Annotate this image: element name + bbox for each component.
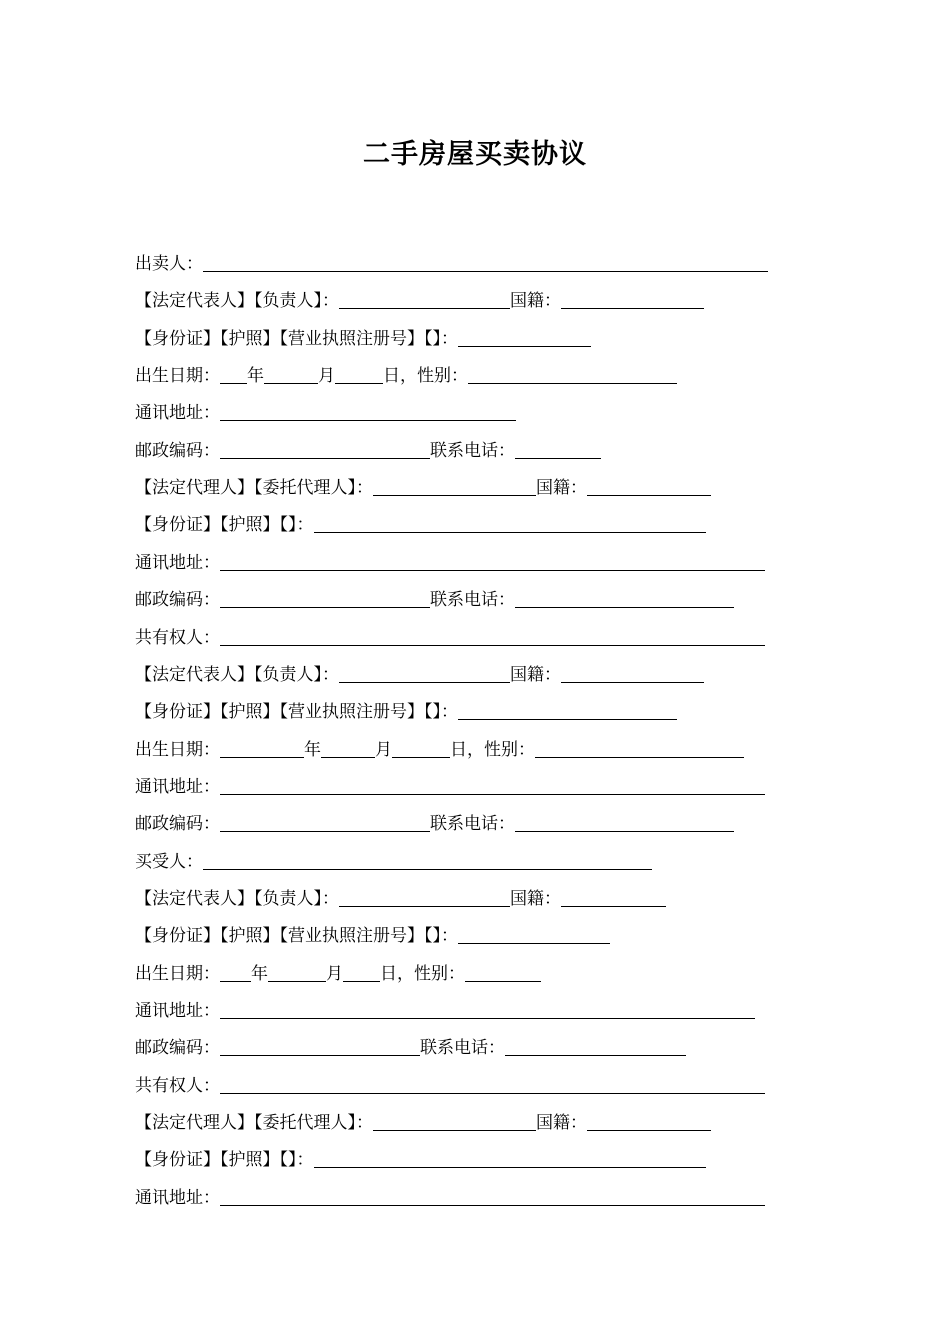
field-label: 通讯地址： bbox=[135, 552, 220, 573]
fill-in-blank[interactable] bbox=[587, 1108, 711, 1131]
form-line bbox=[135, 772, 765, 802]
fill-in-blank[interactable] bbox=[465, 959, 541, 982]
fill-in-blank[interactable] bbox=[587, 473, 711, 496]
field-label: 联系电话： bbox=[420, 1038, 505, 1059]
form-line bbox=[135, 1108, 711, 1138]
fill-in-blank[interactable] bbox=[343, 959, 380, 982]
field-label: 出卖人： bbox=[135, 254, 203, 274]
form-line bbox=[135, 548, 765, 578]
fill-in-blank[interactable] bbox=[203, 249, 768, 272]
document-title: 二手房屋买卖协议 bbox=[363, 139, 587, 170]
form-line bbox=[135, 921, 610, 951]
field-label: 国籍： bbox=[510, 291, 561, 312]
field-label: 邮政编码： bbox=[135, 1038, 220, 1059]
fill-in-blank[interactable] bbox=[458, 324, 591, 347]
field-label: 邮政编码： bbox=[135, 440, 220, 461]
form-line bbox=[135, 1071, 765, 1101]
fill-in-blank[interactable] bbox=[339, 660, 510, 683]
field-label: 国籍： bbox=[536, 478, 587, 499]
fill-in-blank[interactable] bbox=[203, 847, 652, 870]
fill-in-blank[interactable] bbox=[220, 959, 251, 982]
fill-in-blank[interactable] bbox=[220, 436, 430, 459]
fill-in-blank[interactable] bbox=[339, 286, 510, 309]
fill-in-blank[interactable] bbox=[373, 473, 536, 496]
fill-in-blank[interactable] bbox=[468, 361, 677, 384]
field-label: 出生日期： bbox=[135, 739, 220, 760]
fill-in-blank[interactable] bbox=[515, 809, 734, 832]
field-label: 通讯地址： bbox=[135, 776, 220, 797]
form-line bbox=[135, 398, 516, 428]
field-label: 年 bbox=[247, 366, 264, 387]
form-line bbox=[135, 510, 706, 540]
form-line bbox=[135, 623, 765, 653]
field-label: 联系电话： bbox=[430, 590, 515, 611]
fill-in-blank[interactable] bbox=[392, 735, 450, 758]
field-label: 国籍： bbox=[510, 664, 561, 685]
form-line bbox=[135, 1033, 686, 1063]
fill-in-blank[interactable] bbox=[515, 436, 601, 459]
form-line bbox=[135, 660, 704, 690]
field-label: 【法定代理人】【委托代理人】： bbox=[135, 1113, 373, 1134]
field-label: 日，性别： bbox=[450, 739, 535, 760]
field-label: 通讯地址： bbox=[135, 1001, 220, 1021]
fill-in-blank[interactable] bbox=[561, 286, 704, 309]
fill-in-blank[interactable] bbox=[505, 1033, 686, 1056]
form-line bbox=[135, 436, 601, 466]
form-line bbox=[135, 324, 591, 354]
form-line bbox=[135, 809, 734, 839]
form-line bbox=[135, 1183, 765, 1213]
field-label: 联系电话： bbox=[430, 814, 515, 835]
fill-in-blank[interactable] bbox=[220, 735, 304, 758]
field-label: 共有权人： bbox=[135, 1075, 220, 1096]
fill-in-blank[interactable] bbox=[220, 772, 765, 795]
fill-in-blank[interactable] bbox=[458, 921, 610, 944]
fill-in-blank[interactable] bbox=[220, 548, 765, 571]
field-label: 邮政编码： bbox=[135, 814, 220, 835]
field-label: 【法定代表人】【负责人】： bbox=[135, 291, 339, 312]
field-label: 通讯地址： bbox=[135, 1187, 220, 1208]
fill-in-blank[interactable] bbox=[314, 510, 706, 533]
fill-in-blank[interactable] bbox=[535, 735, 744, 758]
field-label: 共有权人： bbox=[135, 627, 220, 648]
fill-in-blank[interactable] bbox=[561, 884, 666, 907]
field-label: 出生日期： bbox=[135, 963, 220, 984]
form-line bbox=[135, 996, 755, 1026]
field-label: 月 bbox=[375, 739, 392, 760]
field-label: 年 bbox=[304, 739, 321, 760]
field-label: 月 bbox=[326, 963, 343, 984]
field-label: 【身份证】【护照】【】： bbox=[135, 515, 314, 536]
form-line bbox=[135, 847, 652, 877]
form-line bbox=[135, 735, 744, 765]
form-line bbox=[135, 361, 677, 391]
form-line bbox=[135, 884, 666, 914]
field-label: 国籍： bbox=[536, 1113, 587, 1134]
fill-in-blank[interactable] bbox=[220, 585, 430, 608]
fill-in-blank[interactable] bbox=[220, 1183, 765, 1206]
field-label: 月 bbox=[318, 366, 335, 387]
form-line bbox=[135, 959, 541, 989]
fill-in-blank[interactable] bbox=[220, 996, 755, 1019]
fill-in-blank[interactable] bbox=[335, 361, 383, 384]
field-label: 邮政编码： bbox=[135, 590, 220, 611]
field-label: 出生日期： bbox=[135, 366, 220, 387]
field-label: 【法定代理人】【委托代理人】： bbox=[135, 478, 373, 499]
field-label: 年 bbox=[251, 963, 268, 984]
field-label: 【身份证】【护照】【营业执照注册号】【】： bbox=[135, 702, 458, 723]
fill-in-blank[interactable] bbox=[314, 1145, 706, 1168]
field-label: 通讯地址： bbox=[135, 403, 220, 424]
fill-in-blank[interactable] bbox=[220, 809, 430, 832]
fill-in-blank[interactable] bbox=[220, 1071, 765, 1094]
form-line bbox=[135, 585, 734, 615]
form-line bbox=[135, 286, 704, 316]
fill-in-blank[interactable] bbox=[339, 884, 510, 907]
fill-in-blank[interactable] bbox=[264, 361, 318, 384]
form-line bbox=[135, 473, 711, 503]
fill-in-blank[interactable] bbox=[561, 660, 704, 683]
field-label: 【身份证】【护照】【营业执照注册号】【】： bbox=[135, 328, 458, 349]
field-label: 联系电话： bbox=[430, 440, 515, 461]
fill-in-blank[interactable] bbox=[220, 361, 247, 384]
form-line bbox=[135, 697, 677, 727]
fill-in-blank[interactable] bbox=[515, 585, 734, 608]
form-line bbox=[135, 249, 768, 279]
field-label: 【身份证】【护照】【营业执照注册号】【】： bbox=[135, 926, 458, 947]
fill-in-blank[interactable] bbox=[321, 735, 375, 758]
fill-in-blank[interactable] bbox=[220, 623, 765, 646]
form-line bbox=[135, 1145, 706, 1175]
field-label: 买受人： bbox=[135, 851, 203, 872]
field-label: 国籍： bbox=[510, 888, 561, 909]
field-label: 日，性别： bbox=[383, 366, 468, 387]
fill-in-blank[interactable] bbox=[458, 697, 677, 720]
fill-in-blank[interactable] bbox=[268, 959, 326, 982]
field-label: 日，性别： bbox=[380, 963, 465, 984]
fill-in-blank[interactable] bbox=[373, 1108, 536, 1131]
fill-in-blank[interactable] bbox=[220, 398, 516, 421]
fill-in-blank[interactable] bbox=[220, 1033, 420, 1056]
field-label: 【法定代表人】【负责人】： bbox=[135, 888, 339, 909]
field-label: 【身份证】【护照】【】： bbox=[135, 1150, 314, 1171]
field-label: 【法定代表人】【负责人】： bbox=[135, 664, 339, 685]
